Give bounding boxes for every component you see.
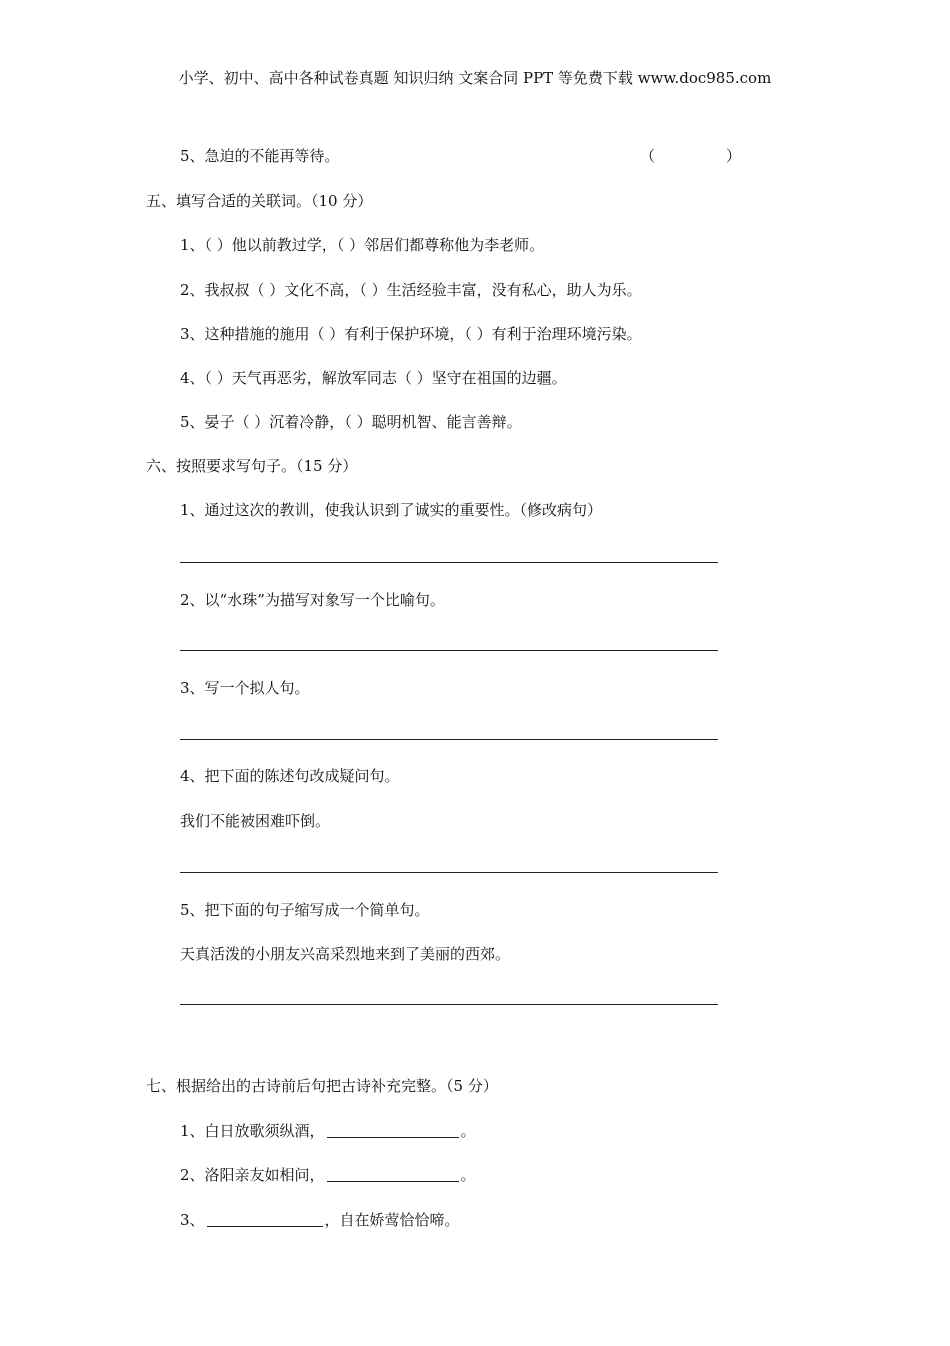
answer-line-6-4[interactable] [180, 872, 718, 873]
section-6-title: 六、按照要求写句子。（15 分） [146, 457, 358, 475]
question-6-5: 5、把下面的句子缩写成一个简单句。 [180, 901, 430, 919]
question-6-1: 1、通过这次的教训，使我认识到了诚实的重要性。（修改病句） [180, 501, 603, 519]
question-7-3-suffix: ，自在娇莺恰恰啼。 [324, 1211, 460, 1229]
answer-blank-7-3[interactable] [207, 1212, 323, 1227]
section-5-title: 五、填写合适的关联词。（10 分） [146, 192, 373, 210]
answer-paren-close: ） [726, 147, 742, 165]
question-5-3: 3、这种措施的施用（ ）有利于保护环境，（ ）有利于治理环境污染。 [180, 325, 642, 343]
question-6-2: 2、以“水珠”为描写对象写一个比喻句。 [180, 591, 445, 609]
question-4-5: 5、急迫的不能再等待。 [180, 147, 340, 165]
question-7-2 [180, 1165, 476, 1185]
question-7-2-prefix: 2、洛阳亲友如相问， [180, 1166, 325, 1184]
question-7-1-prefix: 1、白日放歌须纵酒， [180, 1122, 325, 1140]
question-7-3 [180, 1210, 460, 1230]
section-7-title: 七、根据给出的古诗前后句把古诗补充完整。（5 分） [146, 1077, 498, 1095]
question-5-4: 4、（ ）天气再恶劣，解放军同志（ ）坚守在祖国的边疆。 [180, 369, 567, 387]
question-6-5-sentence: 天真活泼的小朋友兴高采烈地来到了美丽的西郊。 [180, 945, 511, 963]
question-7-1 [180, 1121, 476, 1141]
answer-line-6-3[interactable] [180, 739, 718, 740]
answer-blank-7-1[interactable] [327, 1123, 459, 1138]
question-6-4-sentence: 我们不能被困难吓倒。 [180, 812, 331, 830]
question-7-2-suffix: 。 [460, 1166, 476, 1184]
question-6-4: 4、把下面的陈述句改成疑问句。 [180, 767, 400, 785]
answer-paren-open: （ [640, 147, 656, 165]
answer-blank-7-2[interactable] [327, 1167, 459, 1182]
answer-line-6-2[interactable] [180, 650, 718, 651]
answer-line-6-5[interactable] [180, 1004, 718, 1005]
question-5-1: 1、（ ）他以前教过学，（ ）邻居们都尊称他为李老师。 [180, 236, 545, 254]
question-5-5: 5、晏子（ ）沉着冷静，（ ）聪明机智、能言善辩。 [180, 413, 522, 431]
answer-line-6-1[interactable] [180, 562, 718, 563]
page-header: 小学、初中、高中各种试卷真题 知识归纳 文案合同 PPT 等免费下载 www.doc985.com [178, 69, 772, 87]
question-5-2: 2、我叔叔（ ）文化不高，（ ）生活经验丰富，没有私心，助人为乐。 [180, 281, 642, 299]
question-7-1-suffix: 。 [460, 1122, 476, 1140]
question-7-3-prefix: 3、 [180, 1211, 205, 1229]
question-6-3: 3、写一个拟人句。 [180, 679, 310, 697]
